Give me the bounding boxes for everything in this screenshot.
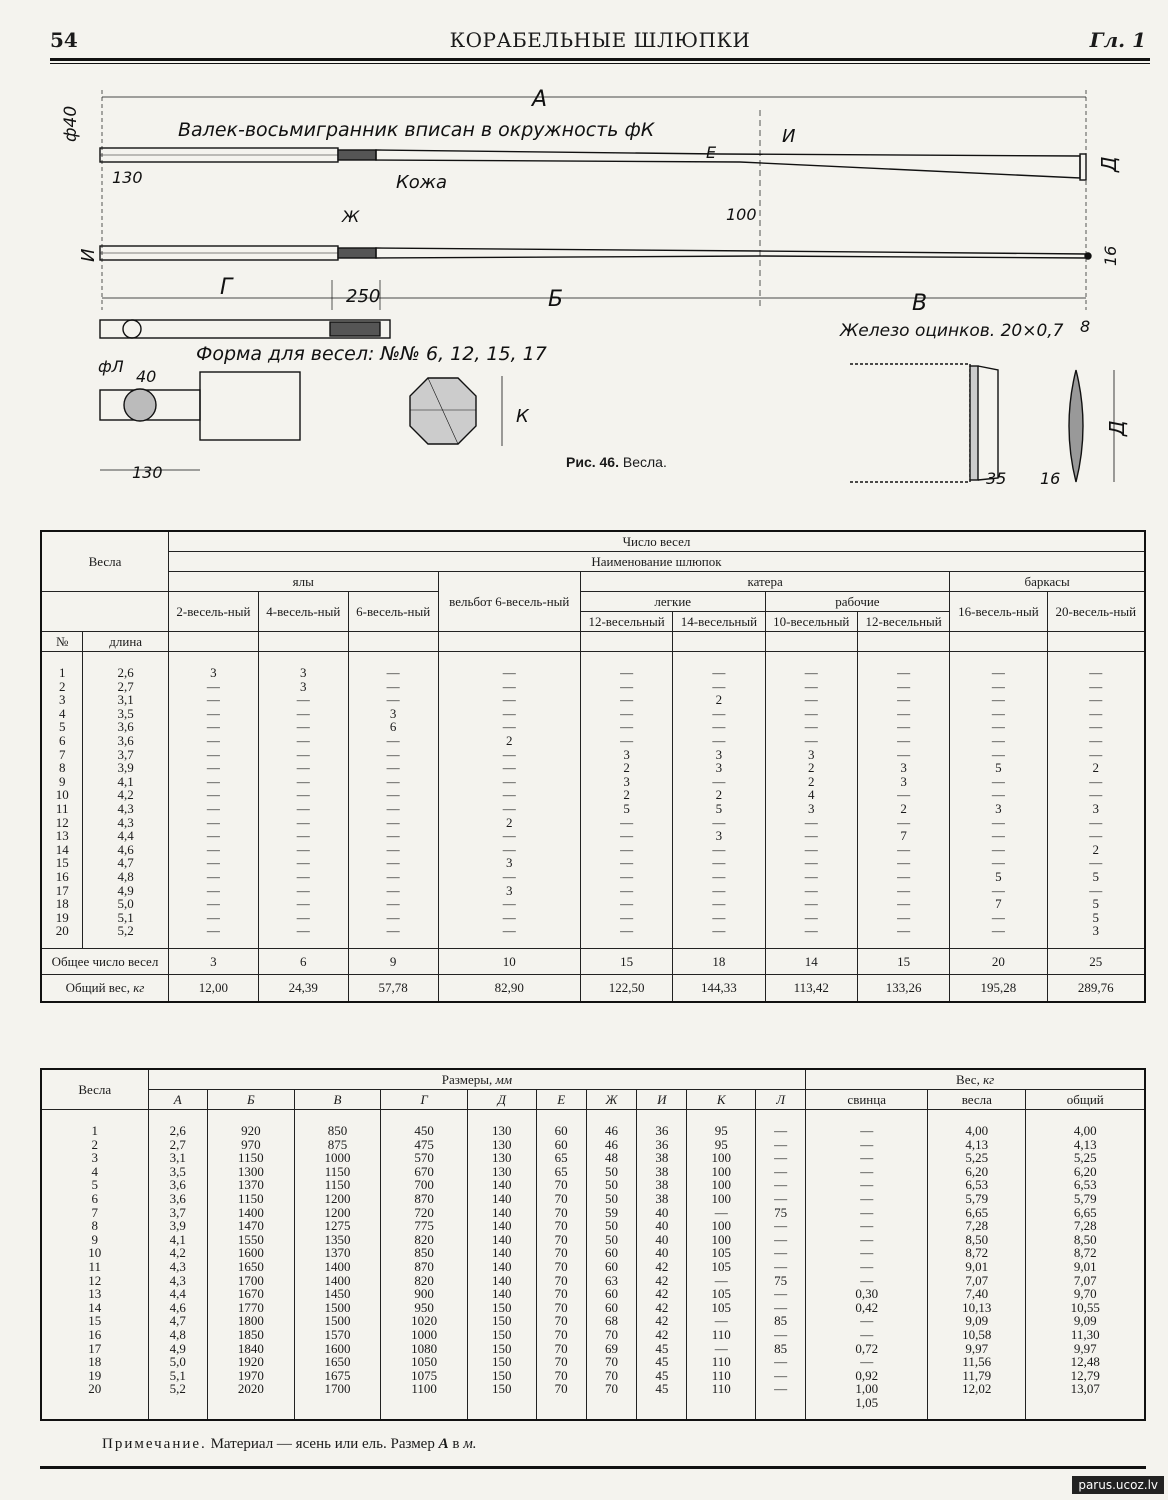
oar-drawing bbox=[40, 70, 1140, 510]
col-rab10: 10-весельный bbox=[765, 612, 857, 632]
dim-Zh: 46 46 48 50 50 50 59 50 50 60 60 63 60 60 68 70 69 70 70 70 bbox=[586, 1110, 636, 1421]
count-bark20: — — — — — — — 2 — — 3 — — 2 — 5 — 5 5 3 bbox=[1047, 652, 1145, 949]
blade-section bbox=[1069, 370, 1083, 482]
label-8: 8 bbox=[1080, 317, 1091, 336]
total-count-cell: 18 bbox=[673, 948, 765, 975]
oar-count-table bbox=[40, 530, 1146, 1003]
total-count-cell: 15 bbox=[580, 948, 672, 975]
dim-E: 60 60 65 65 70 70 70 70 70 70 70 70 70 70 70 70 70 70 70 70 bbox=[536, 1110, 586, 1421]
col-leg12: 12-весельный bbox=[580, 612, 672, 632]
header-yaly: ялы bbox=[168, 572, 438, 592]
col-V: В bbox=[294, 1090, 381, 1110]
col-svinca: свинца bbox=[806, 1090, 928, 1110]
header-chislo: Число весел bbox=[168, 531, 1145, 552]
total-weight-row bbox=[41, 975, 1145, 1002]
note-bold: А bbox=[438, 1436, 449, 1452]
col-header-vesla: Весла bbox=[41, 531, 168, 592]
total-count-cell: 14 bbox=[765, 948, 857, 975]
header-barkasy: баркасы bbox=[950, 572, 1145, 592]
label-100: 100 bbox=[726, 205, 757, 224]
col-header-vesla2: Весла bbox=[41, 1069, 148, 1110]
label-koza: Кожа bbox=[396, 172, 448, 193]
col-G: Г bbox=[381, 1090, 468, 1110]
dim-G: 450 475 570 670 700 870 720 775 820 850 870 820 900 950 1020 1000 1080 1050 1075 1100 bbox=[381, 1110, 468, 1421]
count-velbot: — — — — — 2 — — — — — 2 — — 3 — 3 — — — bbox=[438, 652, 580, 949]
label-D: Д bbox=[1097, 156, 1121, 172]
total-count-cell: 20 bbox=[950, 948, 1047, 975]
total-count-cell: 3 bbox=[168, 948, 258, 975]
col-no: № bbox=[41, 632, 83, 652]
col-K: К bbox=[687, 1090, 756, 1110]
total-count-cell: 9 bbox=[348, 948, 438, 975]
count-yal4: 3 3 — — — — — — — — — — — — — — — — — — bbox=[258, 652, 348, 949]
header-rabochie: рабочие bbox=[765, 592, 950, 612]
col-E: Е bbox=[536, 1090, 586, 1110]
figure-number: Рис. 46. bbox=[566, 454, 619, 470]
col-L: Л bbox=[755, 1090, 805, 1110]
oar1-leather bbox=[338, 150, 376, 160]
label-I: И bbox=[782, 126, 796, 147]
oar1-tip bbox=[1080, 154, 1086, 180]
dim-K: 95 95 100 100 100 100 — 100 100 105 105 — 105 105 — 110 — 110 110 110 bbox=[687, 1110, 756, 1421]
col-rab12: 12-весельный bbox=[857, 612, 949, 632]
total-count-label: Общее число весел bbox=[41, 948, 168, 975]
col-dlina: длина bbox=[83, 632, 169, 652]
label-A: А bbox=[532, 87, 548, 112]
label-zhelezo: Железо оцинков. 20×0,7 bbox=[840, 321, 1064, 341]
col-A: А bbox=[148, 1090, 207, 1110]
total-weight-cell: 82,90 bbox=[438, 975, 580, 1002]
count-leg12: — — — — — — 3 2 3 2 5 — — — — — — — — — bbox=[580, 652, 672, 949]
label-35: 35 bbox=[986, 469, 1007, 488]
total-weight-cell: 24,39 bbox=[258, 975, 348, 1002]
label-phi40: ф40 bbox=[61, 105, 81, 142]
col-I: И bbox=[637, 1090, 687, 1110]
col-D: Д bbox=[468, 1090, 537, 1110]
header-razmery: Размеры, мм bbox=[148, 1069, 806, 1090]
total-weight-cell: 122,50 bbox=[580, 975, 672, 1002]
col-bark16: 16-весель-ный bbox=[950, 592, 1047, 632]
label-V: В bbox=[912, 291, 928, 316]
oar-numbers: 1 2 3 4 5 6 7 8 9 10 11 12 13 14 15 16 17 18 19 20 bbox=[41, 652, 83, 949]
label-I2: И bbox=[78, 248, 99, 262]
weight-oar: 4,00 4,13 5,25 6,20 6,53 5,79 6,65 7,28 8,50 8,72 9,01 7,07 7,40 10,13 9,09 10,58 9,97 11,56 11,79 12,02 bbox=[928, 1110, 1026, 1421]
col-B: Б bbox=[207, 1090, 294, 1110]
col-yal6: 6-весель-ный bbox=[348, 592, 438, 632]
label-G: Г bbox=[220, 275, 233, 300]
header-naim: Наименование шлюпок bbox=[168, 552, 1145, 572]
total-count-cell: 6 bbox=[258, 948, 348, 975]
header-velbot: вельбот 6-весель-ный bbox=[438, 572, 580, 632]
note-unit: м. bbox=[463, 1436, 477, 1452]
label-K: К bbox=[516, 406, 529, 427]
col-vesla: весла bbox=[928, 1090, 1026, 1110]
figure-caption bbox=[566, 454, 667, 470]
note-text: Материал — ясень или ель. Размер bbox=[210, 1436, 435, 1452]
total-weight-cell: 195,28 bbox=[950, 975, 1047, 1002]
page-title: КОРАБЕЛЬНЫЕ ШЛЮПКИ bbox=[449, 28, 751, 52]
total-count-cell: 25 bbox=[1047, 948, 1145, 975]
label-phiL: фЛ bbox=[98, 357, 124, 376]
label-B: Б bbox=[548, 287, 564, 312]
label-130b: 130 bbox=[132, 463, 163, 482]
weight-lead-extra: 1,05 bbox=[855, 1394, 879, 1410]
header-legkie: легкие bbox=[580, 592, 765, 612]
label-E: Е bbox=[706, 143, 717, 162]
col-yal2: 2-весель-ный bbox=[168, 592, 258, 632]
col-yal4: 4-весель-ный bbox=[258, 592, 348, 632]
total-weight-label: Общий вес, кг bbox=[41, 975, 168, 1002]
dim-D: 130 130 130 130 140 140 140 140 140 140 140 140 140 150 150 150 150 150 150 150 bbox=[468, 1110, 537, 1421]
col-bark20: 20-весель-ный bbox=[1047, 592, 1145, 632]
bottom-rule bbox=[40, 1466, 1146, 1469]
total-weight-cell: 144,33 bbox=[673, 975, 765, 1002]
total-weight-cell: 57,78 bbox=[348, 975, 438, 1002]
count-bark16: — — — — — — — 5 — — 3 — — — — 5 — 7 — — bbox=[950, 652, 1047, 949]
total-weight-cell: 12,00 bbox=[168, 975, 258, 1002]
oar2-shaft bbox=[376, 248, 1086, 258]
total-weight-cell: 133,26 bbox=[857, 975, 949, 1002]
label-16b: 16 bbox=[1040, 469, 1061, 488]
total-count-cell: 15 bbox=[857, 948, 949, 975]
count-leg14: — — 2 — — — 3 3 — 2 5 — 3 — — — — — — — bbox=[673, 652, 765, 949]
watermark: parus.ucoz.lv bbox=[1072, 1476, 1164, 1494]
col-leg14: 14-весельный bbox=[673, 612, 765, 632]
weight-total: 4,00 4,13 5,25 6,20 6,53 5,79 6,65 7,28 8,50 8,72 9,01 7,07 9,70 10,55 9,09 11,30 9,97 12,48 12,79 13,07 bbox=[1026, 1110, 1145, 1421]
weight-lead: — — — — — — — — — — — — 0,30 0,42 — — 0,72 — 0,92 1,00 1,05 bbox=[806, 1110, 928, 1421]
figure-title: Весла. bbox=[622, 454, 667, 470]
oar-dimensions-table bbox=[40, 1068, 1146, 1421]
label-130a: 130 bbox=[112, 168, 143, 187]
note-prefix: Примечание. bbox=[102, 1436, 207, 1452]
dim-L: — — — — — — 75 — — — — 75 — — 85 — 85 — — — bbox=[755, 1110, 805, 1421]
count-yal2: 3 — — — — — — — — — — — — — — — — — — — bbox=[168, 652, 258, 949]
oar1-shaft bbox=[376, 150, 1080, 178]
table-row bbox=[41, 652, 1145, 949]
count-rab12: — — — — — — — 3 3 — 2 — 7 — — — — — — — bbox=[857, 652, 949, 949]
label-250: 250 bbox=[346, 286, 381, 307]
footnote bbox=[102, 1436, 477, 1453]
count-yal6: — — — 3 6 — — — — — — — — — — — — — — — bbox=[348, 652, 438, 949]
dim-A: 2,6 2,7 3,1 3,5 3,6 3,6 3,7 3,9 4,1 4,2 4,3 4,3 4,4 4,6 4,7 4,8 4,9 5,0 5,1 5,2 bbox=[148, 1110, 207, 1421]
page-header bbox=[50, 24, 1150, 61]
total-count-row bbox=[41, 948, 1145, 975]
oar2-leather bbox=[338, 248, 376, 258]
header-katera: катера bbox=[580, 572, 949, 592]
dim-I: 36 36 38 38 38 38 40 40 40 40 42 42 42 42 42 42 45 45 45 45 bbox=[637, 1110, 687, 1421]
label-valek: Валек-восьмигранник вписан в окружность фК bbox=[178, 119, 655, 141]
label-16: 16 bbox=[1101, 245, 1120, 266]
col-obshchiy: общий bbox=[1026, 1090, 1145, 1110]
label-Zh: Ж bbox=[342, 207, 360, 226]
total-weight-cell: 289,76 bbox=[1047, 975, 1145, 1002]
total-count-cell: 10 bbox=[438, 948, 580, 975]
chapter-label: Гл. 1 bbox=[1089, 28, 1146, 52]
count-rab10: — — — — — — 3 2 2 4 3 — — — — — — — — — bbox=[765, 652, 857, 949]
label-D2: Д bbox=[1105, 420, 1129, 436]
total-weight-cell: 113,42 bbox=[765, 975, 857, 1002]
header-rule bbox=[50, 63, 1150, 64]
page-number: 54 bbox=[50, 28, 78, 52]
dim-V: 850 875 1000 1150 1150 1200 1200 1275 1350 1370 1400 1400 1450 1500 1500 1570 1600 1650 1675 1700 bbox=[294, 1110, 381, 1421]
dim-numbers: 1 2 3 4 5 6 7 8 9 10 11 12 13 14 15 16 17 18 19 20 bbox=[41, 1110, 148, 1421]
oar-lengths: 2,6 2,7 3,1 3,5 3,6 3,6 3,7 3,9 4,1 4,2 4,3 4,3 4,4 4,6 4,7 4,8 4,9 5,0 5,1 5,2 bbox=[83, 652, 169, 949]
table-row bbox=[41, 1110, 1145, 1421]
note-mid: в bbox=[452, 1436, 460, 1452]
label-forma: Форма для весел: №№ 6, 12, 15, 17 bbox=[196, 343, 547, 365]
header-ves: Вес, кг bbox=[806, 1069, 1145, 1090]
label-40: 40 bbox=[136, 367, 157, 386]
dim-B: 920 970 1150 1300 1370 1150 1400 1470 1550 1600 1650 1700 1670 1770 1800 1850 1840 1920 1970 2020 bbox=[207, 1110, 294, 1421]
col-Zh: Ж bbox=[586, 1090, 636, 1110]
